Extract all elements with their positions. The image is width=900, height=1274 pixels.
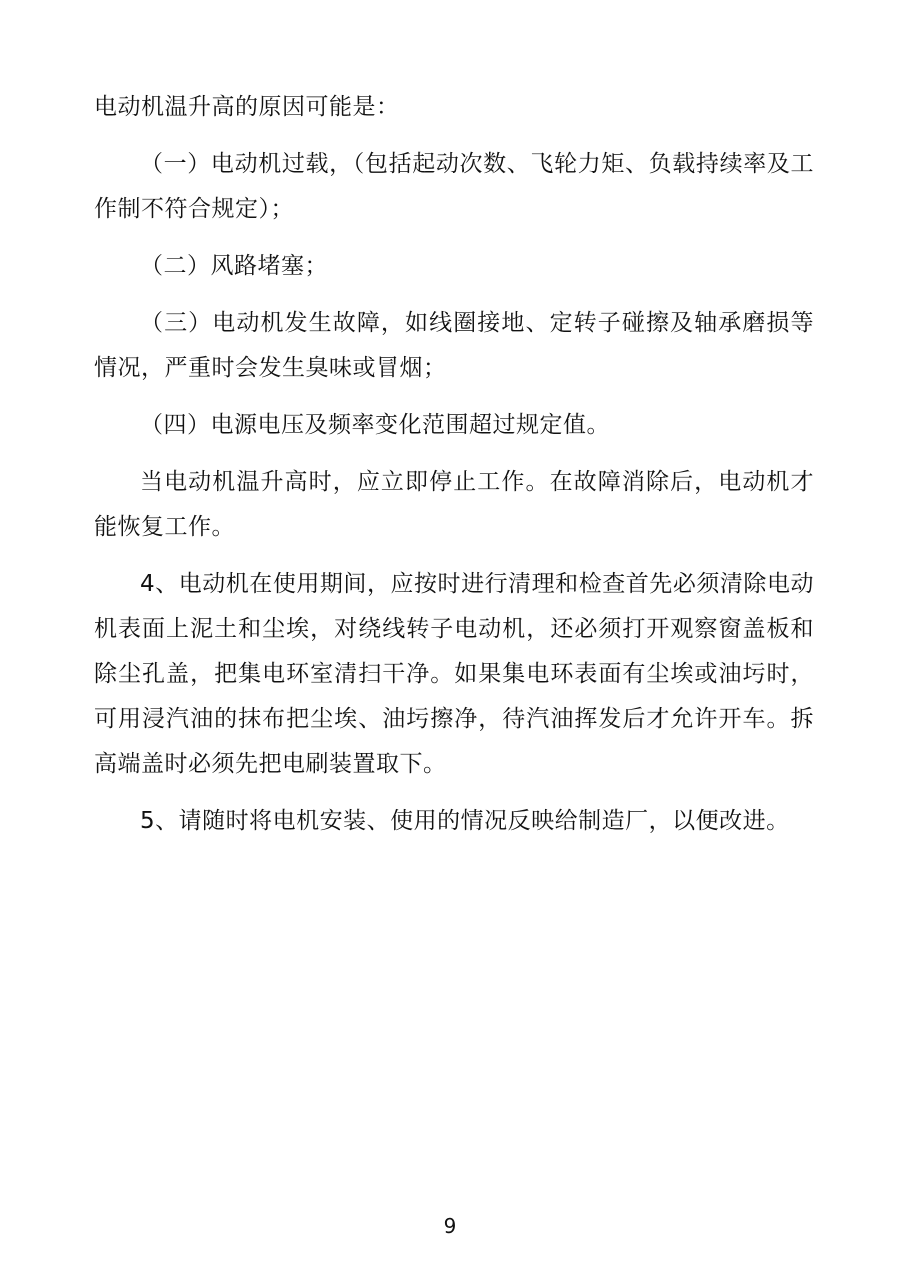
cause-voltage-paragraph: （四）电源电压及频率变化范围超过规定值。 [140, 412, 610, 438]
cause-fault-paragraph: （三）电动机发生故障，如线圈接地、定转子碰擦及轴承磨损等情况，严重时会发生臭味或冒烟； [94, 310, 814, 381]
intro-paragraph: 电动机温升高的原因可能是： [94, 94, 400, 120]
cause-overload-paragraph: （一）电动机过载，（包括起动次数、飞轮力矩、负载持续率及工作制不符合规定）； [94, 151, 814, 222]
document-body [94, 85, 814, 856]
action-paragraph: 当电动机温升高时，应立即停止工作。在故障消除后，电动机才能恢复工作。 [94, 469, 814, 540]
cause-airway-paragraph: （二）风路堵塞； [140, 253, 328, 279]
maintenance-paragraph: 4、电动机在使用期间，应按时进行清理和检查首先必须清除电动机表面上泥土和尘埃，对绕线转子电动机，还必须打开观察窗盖板和除尘孔盖，把集电环室清扫干净。如果集电环表面有尘埃或油圬时，可用浸汽油的抹布把尘埃、油圬擦净，待汽油挥发后才允许开车。拆高端盖时必须先把电刷装置取下。 [94, 571, 814, 777]
feedback-paragraph: 5、请随时将电机安装、使用的情况反映给制造厂，以便改进。 [140, 808, 790, 834]
page-number: 9 [443, 1214, 457, 1238]
